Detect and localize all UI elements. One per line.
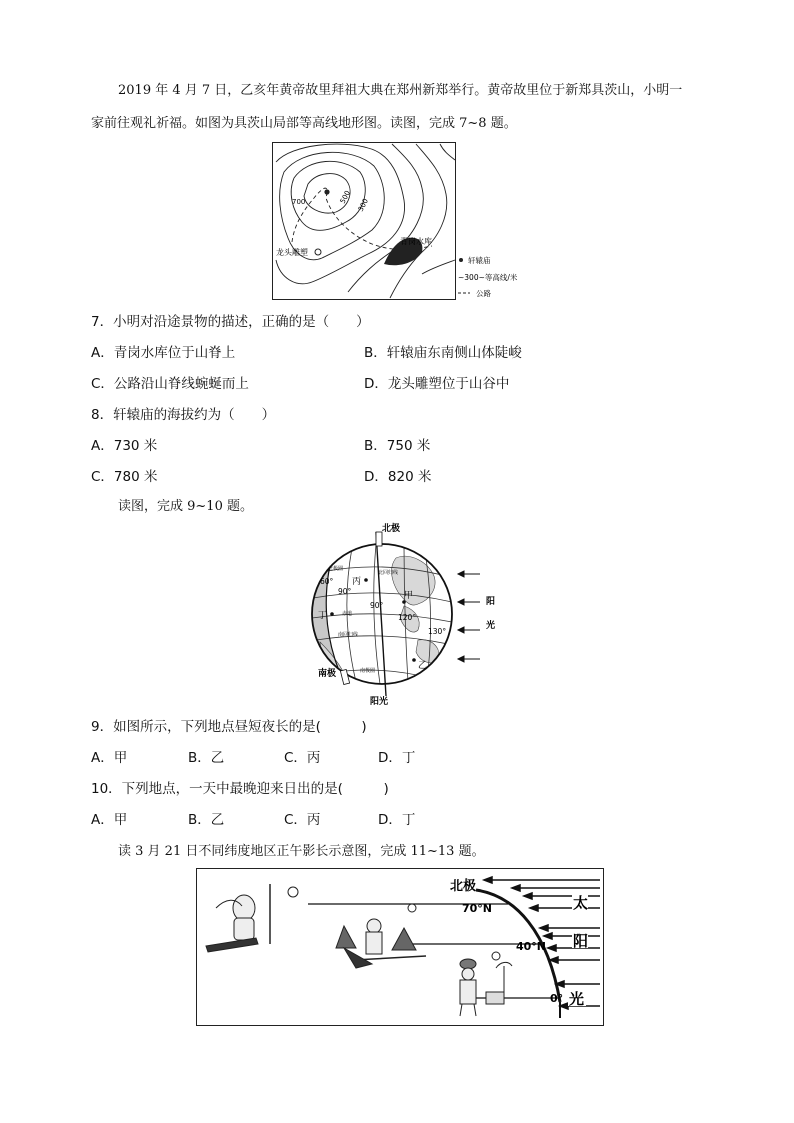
label-reservoir: 青岗水库	[400, 237, 432, 246]
label-lon90: 90°	[338, 587, 352, 596]
intro-line-1: 2019 年 4 月 7 日，乙亥年黄帝故里拜祖大典在郑州新郑举行。黄帝故里位于新郑具茨山，小明一	[118, 83, 683, 98]
label-70N: 70°N	[462, 902, 493, 915]
label-antarctic: 南极圈	[360, 668, 376, 674]
label-arctic: 北极圈	[328, 566, 344, 572]
q9-option-c[interactable]: C．丙	[284, 750, 321, 766]
label-sun-2: 光	[486, 621, 496, 631]
intro-9-10: 读图，完成 9~10 题。	[118, 499, 253, 514]
contour-map-frame	[273, 143, 456, 300]
point-yi	[412, 658, 416, 662]
legend-road: 公路	[476, 289, 491, 298]
label-tropic-s: 南回归线	[338, 632, 359, 638]
point-ding	[330, 612, 334, 616]
label-500: 500	[338, 189, 353, 205]
label-700: 700	[292, 198, 306, 206]
label-sunlight-bottom: 阳光	[370, 697, 389, 707]
q7-option-d[interactable]: D．龙头雕塑位于山谷中	[364, 376, 510, 392]
label-bing: 丙	[352, 577, 362, 587]
label-sun-guang: 光	[569, 990, 585, 1008]
label-sun-yang: 阳	[573, 932, 589, 950]
intro-11-13: 读 3 月 21 日不同纬度地区正午影长示意图，完成 11~13 题。	[118, 844, 485, 859]
q9-option-d[interactable]: D．丁	[378, 750, 416, 766]
q7-option-c[interactable]: C．公路沿山脊线蜿蜒而上	[91, 376, 249, 392]
label-statue: 龙头雕塑	[276, 248, 308, 257]
label-0deg: 0°	[550, 992, 564, 1005]
q10-option-c[interactable]: C．丙	[284, 812, 321, 828]
contour-map-figure	[272, 142, 518, 300]
label-yi: 乙	[418, 661, 428, 671]
label-lon60: 60°	[320, 577, 334, 586]
q7-option-a[interactable]: A．青岗水库位于山脊上	[91, 345, 236, 361]
label-300: 300	[356, 197, 371, 213]
q8-option-d[interactable]: D．820 米	[364, 469, 432, 485]
q9-stem: 9．如图所示，下列地点昼短夜长的是( )	[91, 719, 367, 735]
label-sun-tai: 太	[573, 894, 589, 912]
q9-option-b[interactable]: B．乙	[188, 750, 225, 766]
label-jia: 甲	[404, 591, 414, 601]
q10-option-a[interactable]: A．甲	[91, 812, 128, 828]
north-cap	[376, 532, 382, 546]
q8-option-c[interactable]: C．780 米	[91, 469, 158, 485]
q10-option-d[interactable]: D．丁	[378, 812, 416, 828]
label-lon90b: 90°	[370, 601, 384, 610]
shadow-length-figure	[196, 868, 604, 1026]
label-north-pole: 北极	[382, 524, 401, 534]
legend-contour: ~300~等高线/米	[458, 273, 518, 282]
label-sun-1: 阳	[486, 597, 496, 607]
sunlight-arrows	[458, 571, 480, 662]
q8-option-b[interactable]: B．750 米	[364, 438, 431, 454]
label-ding: 丁	[318, 611, 328, 621]
q8-stem: 8．轩辕庙的海拔约为（ ）	[91, 407, 276, 423]
label-tropic-n: 北回归线	[378, 570, 399, 576]
q7-stem: 7．小明对沿途景物的描述，正确的是（ ）	[91, 314, 370, 330]
q7-option-b[interactable]: B．轩辕庙东南侧山体陡峻	[364, 345, 522, 361]
temple-dot	[324, 189, 329, 194]
legend-temple-icon	[459, 258, 463, 262]
label-lon130: 130°	[428, 627, 447, 636]
label-equator: 赤道	[342, 611, 353, 617]
q8-option-a[interactable]: A．730 米	[91, 438, 158, 454]
globe-figure	[300, 522, 500, 708]
label-lon120: 120°	[398, 613, 417, 622]
q9-option-a[interactable]: A．甲	[91, 750, 128, 766]
q10-stem: 10．下列地点，一天中最晚迎来日出的是( )	[91, 781, 389, 797]
q10-option-b[interactable]: B．乙	[188, 812, 225, 828]
label-north-pole: 北极	[450, 879, 477, 894]
label-40N: 40°N	[516, 940, 547, 953]
label-south-pole: 南极	[318, 669, 337, 679]
legend-temple: 轩辕庙	[468, 256, 491, 265]
intro-line-2: 家前往观礼祈福。如图为具茨山局部等高线地形图。读图，完成 7~8 题。	[91, 116, 517, 131]
point-bing	[364, 578, 368, 582]
